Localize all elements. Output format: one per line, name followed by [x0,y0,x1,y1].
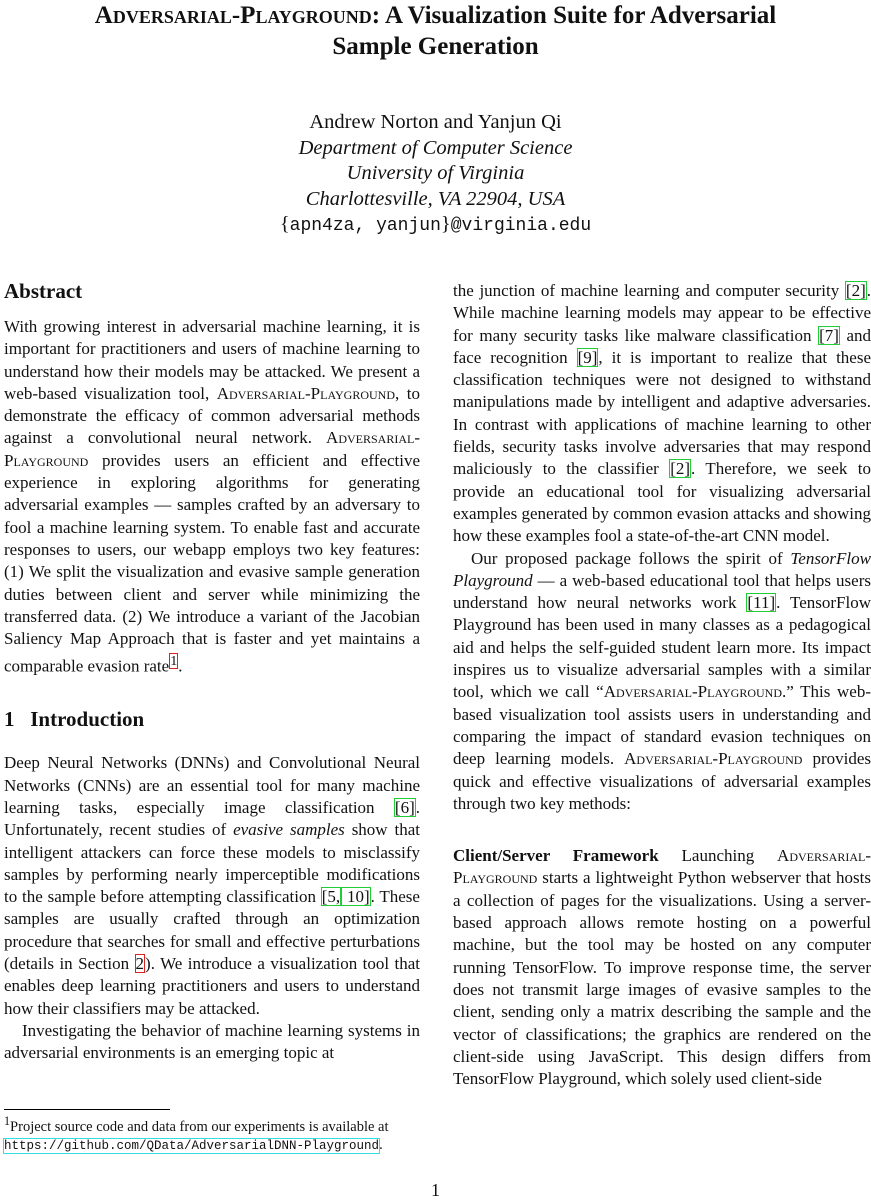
abstract-t4: . [178,657,183,677]
right-paragraph-3 [453,845,871,1090]
right-p1-a: the junction of machine learning and computer security [453,281,845,300]
right-paragraph-2 [453,548,871,816]
intro-p1-b: . Unfortunately, recent studies of [4,798,420,840]
citation-11[interactable]: [11] [747,593,776,613]
right-p2-c: . TensorFlow Playground has been used in many classes as a pedagogical aid and helps the self-guided student learn more. Its impact inspires us to visualize adversarial samples with a similar tool, which we call “ [453,593,871,702]
left-column [4,280,420,1065]
paper-title [0,0,871,62]
right-p1-c: and face recognition [453,325,871,367]
citation-2a[interactable]: [2] [845,281,866,300]
right-p3-launching: Launching [681,846,755,866]
email-brace-close: } [440,213,451,235]
author-department: Department of Computer Science [298,136,573,159]
author-location: Charlottesville, VA 22904, USA [305,187,566,210]
tensorflow-playground-italic: TensorFlow Playground [453,548,871,590]
email-brace-open: { [279,213,290,235]
right-p2-a: Our proposed package follows the spirit of [471,548,791,568]
title-line-2: Sample Generation [332,33,539,60]
intro-evasive-samples: evasive samples [233,820,345,840]
right-p2-e: provides quick and effective visualizations of adversarial examples through two key methods: [453,749,871,813]
footnote-mark-link[interactable]: 1 [170,653,178,670]
author-names: Andrew Norton and Yanjun Qi [309,111,562,133]
citation-6[interactable]: [6] [394,798,415,817]
intro-p1-e: ). We introduce a visualization tool that enables deep learning practitioners and users to understand how their classifiers may be attacked. [4,954,420,1018]
title-hyphen: - [231,2,241,29]
intro-p1-a: Deep Neural Networks (DNNs) and Convolutional Neural Networks (CNNs) are an essential tool for many machine learning tasks, especially image classification [4,753,420,817]
citation-7[interactable]: [7] [819,325,839,345]
abstract-text [4,316,420,678]
footnote [4,1112,422,1155]
title-sc-playground: Playground [240,2,372,29]
citation-5[interactable]: [5, [321,887,341,907]
intro-heading-text: Introduction [30,707,145,732]
abstract-t2: , to demonstrate the efficacy of common adversarial methods against a convolutional neural network. [4,383,420,448]
abstract-sc2: Adversarial-Playground [4,428,420,470]
right-p2-sc2: Adversarial-Playground [624,749,803,769]
email-users: apn4za, yanjun [289,216,441,236]
title-line-1 [0,0,871,31]
title-sc-adversarial: Adversarial [94,2,232,29]
right-p1-e: . Therefore, we seek to provide an educational tool for visualizing adversarial examples generated by common evasion attacks and showing how these examples fool a state-of-the-art CNN model. [453,459,871,546]
footnote-number: 1 [4,1114,11,1128]
intro-paragraph-1 [4,752,420,1020]
author-email [0,212,871,240]
intro-p1-d: . These samples are usually crafted through an optimization procedure that searches for small and effective perturbations (details in Section [4,887,420,974]
right-p3-text: starts a lightweight Python webserver that hosts a collection of pages for the visualizations. Using a server-based approach allows remote hosting on a powerful machine, but the tool may be hosted on any computer running TensorFlow. To improve response time, the server does not transmit large images of evasive samples to the client, sending only a matrix describing the sample and the vector of classifications; the graphics are rendered on the client-side using JavaScript. This design differs from TensorFlow Playground, which solely used client-side [453,868,871,1089]
email-domain: @virginia.edu [450,216,592,236]
author-block [0,110,871,240]
client-server-heading: Client/Server Framework [453,846,659,866]
footnote-rule [4,1109,170,1110]
right-paragraph-1 [453,280,871,548]
citation-2b[interactable]: [2] [670,459,691,479]
citation-9[interactable]: [9] [577,347,598,367]
right-p2-b: — a web-based educational tool that helps users understand how neural networks work [453,570,871,613]
footnote-url-link[interactable]: https://github.com/QData/AdversarialDNN-Playground [4,1138,380,1153]
footnote-text: Project source code and data from our experiments is available at [10,1118,389,1135]
intro-paragraph-2: Investigating the behavior of machine learning systems in adversarial environments is an emerging topic at [4,1020,420,1063]
right-p2-d: .” This web-based visualization tool assists users in understanding and comparing the impact of standard evasion techniques on deep learning models. [453,682,871,769]
section-2-link[interactable]: 2 [135,954,145,974]
citation-10[interactable]: 10] [342,887,370,907]
right-p3-sc: Adversarial-Playground [453,846,871,888]
intro-p1-c: show that intelligent attackers can force these models to misclassify samples by performing nearly imperceptible modifications to the sample before attempting classification [4,820,420,907]
intro-heading-number: 1 [4,707,15,732]
right-p1-d: , it is important to realize that these classification techniques were not designed to withstand manipulations made by intelligent and adaptive adversaries. In contrast with applications of machine learning to other fields, security tasks involve adversaries that may respond maliciously to the classifier [453,347,871,479]
page-number: 1 [431,1180,440,1200]
title-rest: : A Visualization Suite for Adversarial [371,2,777,29]
abstract-t1: With growing interest in adversarial machine learning, it is important for practitioners and users of machine learning to understand how their models may be attacked. We present a web-based visualization tool, [4,317,420,403]
right-column [453,280,871,1090]
abstract-t3: provides users an efficient and effective experience in exploring algorithms for generating adversarial examples — samples crafted by an adversary to fool a machine learning system. To enable fast and accurate responses to users, our webapp employs two key features: (1) We split the visualization and evasive sample generation duties between client and server while minimizing the transferred data. (2) We introduce a variant of the Jacobian Saliency Map Approach that is faster and yet maintains a comparable evasion rate [4,450,420,677]
intro-heading [4,708,420,730]
right-p2-sc1: Adversarial-Playground [603,682,783,702]
right-p1-b: . While machine learning models may appear to be effective for many security tasks like malware classification [453,281,871,345]
footnote-end: . [379,1136,383,1153]
abstract-heading: Abstract [4,279,83,303]
author-university: University of Virginia [346,162,525,184]
abstract-sc1: Adversarial-Playground [216,383,396,403]
